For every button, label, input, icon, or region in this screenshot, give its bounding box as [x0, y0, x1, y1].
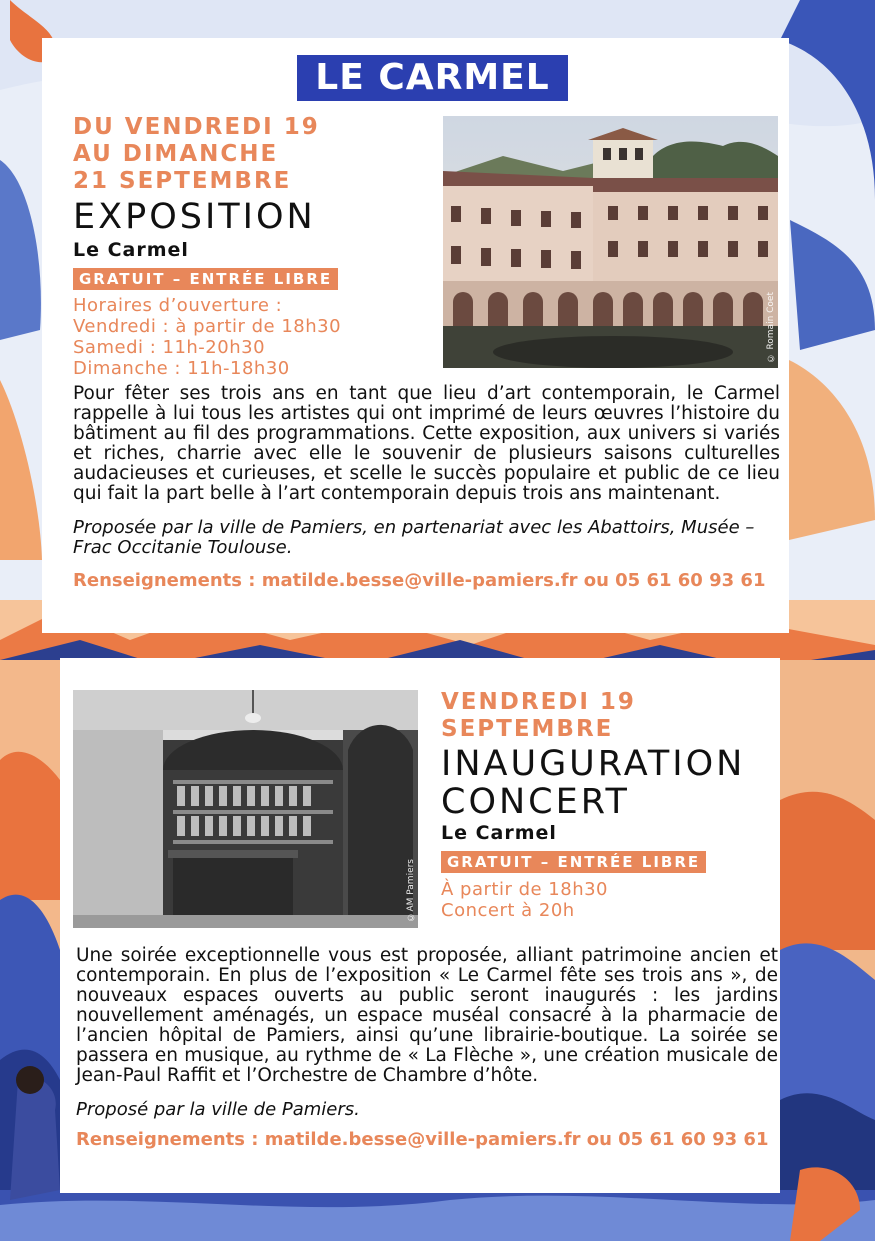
event1-date-line: AU DIMANCHE: [73, 141, 279, 167]
event2-organizer: Proposé par la ville de Pamiers.: [76, 1099, 360, 1120]
event1-body: [73, 384, 780, 591]
event2-hours: [441, 879, 776, 921]
event2-hours-line: À partir de 18h30: [441, 879, 609, 900]
event1-hours-line: Dimanche : 11h-18h30: [73, 358, 290, 379]
event1-header: [73, 114, 433, 379]
event2-hours-line: Concert à 20h: [441, 900, 575, 921]
event2-date-line: VENDREDI 19: [441, 689, 636, 715]
event1-date-line: DU VENDREDI 19: [73, 114, 320, 140]
event1-title: EXPOSITION: [73, 197, 316, 237]
photo-credit: © Romain Coet: [766, 291, 776, 362]
event1-hours-line: Vendredi : à partir de 18h30: [73, 316, 342, 337]
event1-hours-line: Samedi : 11h-20h30: [73, 337, 266, 358]
pharmacy-archive-photo: [73, 690, 418, 928]
carmel-courtyard-photo: [443, 116, 778, 368]
event2-title-line: CONCERT: [441, 782, 630, 822]
event2-header: [441, 689, 776, 921]
photo-credit: ©AM Pamiers: [406, 859, 416, 922]
event2-venue: Le Carmel: [441, 822, 557, 844]
event1-hours-line: Horaires d’ouverture :: [73, 295, 283, 316]
event2-description: Une soirée exceptionnelle vous est proposée, alliant patrimoine ancien et contemporain. En plus de l’exposition « Le Carmel fête ses trois ans », de nouveaux espaces ouverts au public seront inaugurés : les jardins nouvellement aménagés, un espace muséal consacré à la pharmacie de l’ancien hôpital de Pamiers, ainsi qu’une librairie-boutique. La soirée se passera en musique, au rythme de « La Flèche », une création musicale de Jean-Paul Raffit et l’Orchestre de Chambre d’hôte.: [76, 945, 778, 1086]
event2-body: [76, 946, 778, 1150]
event1-hours: [73, 295, 433, 379]
event1-free-tag: GRATUIT – ENTRÉE LIBRE: [73, 268, 338, 290]
event1-organizer: Proposée par la ville de Pamiers, en partenariat avec les Abattoirs, Musée – Frac Occitanie Toulouse.: [73, 517, 755, 558]
event1-date-line: 21 SEPTEMBRE: [73, 168, 292, 194]
event1-description: Pour fêter ses trois ans en tant que lieu d’art contemporain, le Carmel rappelle à lui tous les artistes qui ont imprimé de leurs œuvres l’histoire du bâtiment au fil des programmations. Cette exposition, aux univers si variés et riches, charrie avec elle le souvenir de plusieurs saisons culturelles audacieuses et curieuses, et scelle le succès populaire et public de ce lieu qui fait la part belle à l’art contemporain depuis trois ans maintenant.: [73, 383, 780, 504]
event2-free-tag: GRATUIT – ENTRÉE LIBRE: [441, 851, 706, 873]
event1-venue: Le Carmel: [73, 239, 189, 261]
event2-date-line: SEPTEMBRE: [441, 716, 614, 742]
page-title: LE CARMEL: [297, 55, 568, 101]
event2-contact: Renseignements : matilde.besse@ville-pamiers.fr ou 05 61 60 93 61: [76, 1129, 769, 1150]
event1-contact: Renseignements : matilde.besse@ville-pamiers.fr ou 05 61 60 93 61: [73, 570, 766, 591]
event2-title-line: INAUGURATION: [441, 744, 746, 784]
